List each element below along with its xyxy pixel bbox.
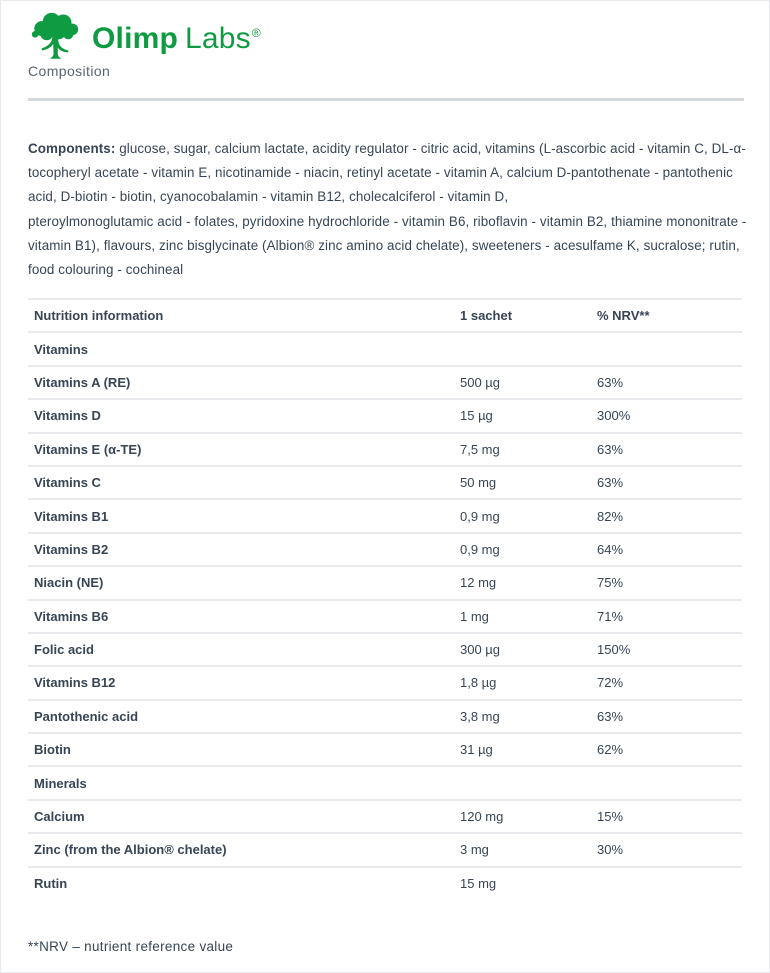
nutrient-name: Vitamins C bbox=[34, 475, 101, 491]
nutrient-amount: 3 mg bbox=[460, 842, 489, 858]
table-row bbox=[28, 866, 742, 899]
table-row bbox=[28, 632, 742, 665]
nutrient-nrv: 72% bbox=[597, 675, 624, 691]
nutrient-amount: 300 µg bbox=[460, 642, 501, 658]
table-header-row bbox=[28, 298, 742, 331]
table-row bbox=[28, 699, 742, 732]
section-label: Vitamins bbox=[34, 341, 88, 357]
nrv-footnote: **NRV – nutrient reference value bbox=[28, 939, 234, 954]
page-title: Composition bbox=[28, 63, 111, 79]
brand-logo bbox=[28, 9, 261, 63]
table-row bbox=[28, 398, 742, 431]
nutrient-nrv: 82% bbox=[597, 508, 624, 524]
nutrient-name: Vitamins E (α-TE) bbox=[34, 441, 142, 457]
nutrient-name: Vitamins B12 bbox=[34, 675, 116, 691]
nutrition-table bbox=[28, 298, 742, 899]
nutrient-amount: 7,5 mg bbox=[460, 441, 500, 457]
components-text-2: pteroylmonoglutamic acid - folates, pyridoxine hydrochloride - vitamin B6, riboflavin - vitamin B2, thiamine mononitrate - vitamin B1), flavours, zinc bisglycinate (Albion® zinc amino acid chelate), sweeteners - acesulfame K, sucralose; rutin, food colouring - cochineal bbox=[28, 213, 747, 278]
nutrient-name: Folic acid bbox=[34, 642, 94, 658]
nutrient-nrv: 62% bbox=[597, 742, 624, 758]
table-row bbox=[28, 732, 742, 765]
nutrient-name: Rutin bbox=[34, 875, 68, 891]
nutrient-nrv: 63% bbox=[597, 374, 624, 390]
table-row bbox=[28, 432, 742, 465]
nutrient-name: Vitamins B1 bbox=[34, 508, 109, 524]
nutrient-nrv: 71% bbox=[597, 608, 624, 624]
tree-icon bbox=[28, 12, 82, 60]
components-paragraph bbox=[28, 137, 747, 282]
brand-name-bold: Olimp bbox=[92, 22, 179, 55]
nutrient-amount: 1 mg bbox=[460, 608, 489, 624]
nutrient-nrv: 150% bbox=[597, 642, 631, 658]
nutrient-name: Niacin (NE) bbox=[34, 575, 104, 591]
table-row bbox=[28, 365, 742, 398]
nutrient-amount: 15 mg bbox=[460, 875, 497, 891]
nutrient-name: Pantothenic acid bbox=[34, 708, 139, 724]
header-divider bbox=[28, 98, 744, 101]
table-section-row bbox=[28, 765, 742, 798]
brand-name bbox=[92, 9, 261, 63]
section-label: Minerals bbox=[34, 775, 87, 791]
header-nutrition-information: Nutrition information bbox=[34, 308, 164, 324]
nutrient-name: Vitamins B6 bbox=[34, 608, 109, 624]
nutrient-amount: 0,9 mg bbox=[460, 541, 500, 557]
brand-name-light: Labs bbox=[185, 22, 251, 55]
header-nrv: % NRV** bbox=[597, 308, 650, 324]
nutrient-name: Vitamins A (RE) bbox=[34, 374, 131, 390]
nutrient-nrv: 64% bbox=[597, 541, 624, 557]
nutrient-amount: 120 mg bbox=[460, 809, 504, 825]
nutrient-amount: 500 µg bbox=[460, 374, 501, 390]
nutrient-nrv: 300% bbox=[597, 408, 631, 424]
nutrient-nrv: 15% bbox=[597, 809, 624, 825]
table-row bbox=[28, 565, 742, 598]
table-row bbox=[28, 599, 742, 632]
nutrient-amount: 0,9 mg bbox=[460, 508, 500, 524]
table-row bbox=[28, 532, 742, 565]
nutrient-nrv: 30% bbox=[597, 842, 624, 858]
nutrient-name: Vitamins D bbox=[34, 408, 101, 424]
nutrient-amount: 31 µg bbox=[460, 742, 493, 758]
table-row bbox=[28, 799, 742, 832]
header-1-sachet: 1 sachet bbox=[460, 308, 513, 324]
nutrient-amount: 50 mg bbox=[460, 475, 497, 491]
nutrient-nrv: 63% bbox=[597, 441, 624, 457]
nutrient-amount: 12 mg bbox=[460, 575, 497, 591]
table-row bbox=[28, 498, 742, 531]
table-row bbox=[28, 465, 742, 498]
nutrient-amount: 3,8 mg bbox=[460, 708, 500, 724]
nutrient-name: Zinc (from the Albion® chelate) bbox=[34, 842, 227, 858]
table-row bbox=[28, 665, 742, 698]
nutrient-nrv: 75% bbox=[597, 575, 624, 591]
nutrient-nrv: 63% bbox=[597, 708, 624, 724]
nutrient-nrv: 63% bbox=[597, 475, 624, 491]
nutrient-name: Vitamins B2 bbox=[34, 541, 109, 557]
nutrient-amount: 15 µg bbox=[460, 408, 493, 424]
nutrient-amount: 1,8 µg bbox=[460, 675, 497, 691]
nutrient-name: Calcium bbox=[34, 809, 85, 825]
components-label: Components: bbox=[28, 141, 116, 156]
table-row bbox=[28, 832, 742, 865]
registered-trademark-icon: ® bbox=[251, 26, 261, 40]
nutrient-name: Biotin bbox=[34, 742, 71, 758]
components-text-1: glucose, sugar, calcium lactate, acidity regulator - citric acid, vitamins (L-ascorbic acid - vitamin C, DL-α-tocopheryl acetate - vitamin E, nicotinamide - niacin, retinyl acetate - vitamin A, calcium D-pantothenate - pantothenic acid, D-biotin - biotin, cyanocobalamin - vitamin B12, cholecalciferol - vitamin D, bbox=[28, 141, 746, 205]
table-section-row bbox=[28, 331, 742, 364]
